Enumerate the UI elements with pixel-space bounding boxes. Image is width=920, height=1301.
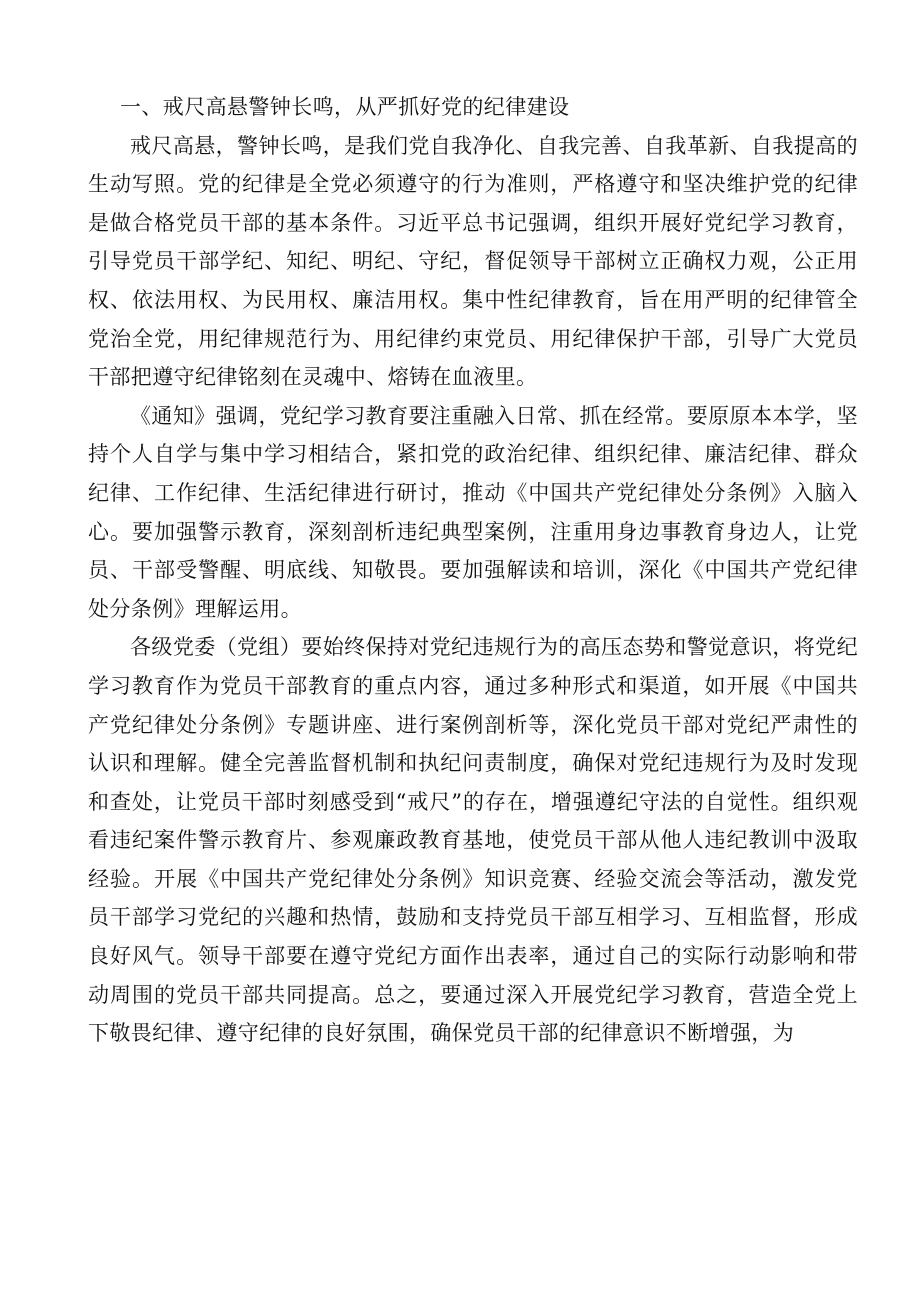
paragraph-3: 各级党委（党组）要始终保持对党纪违规行为的高压态势和警觉意识，将党纪学习教育作为党员干部教育的重点内容，通过多种形式和渠道，如开展《中国共产党纪律处分条例》专题讲座、进行案例剖析等，深化党员干部对党纪严肃性的认识和理解。健全完善监督机制和执纪问责制度，确保对党纪违规行为及时发现和查处，让党员干部时刻感受到“戒尺”的存在，增强遵纪守法的自觉性。组织观看违纪案件警示教育片、参观廉政教育基地，使党员干部从他人违纪教训中汲取经验。开展《中国共产党纪律处分条例》知识竞赛、经验交流会等活动，激发党员干部学习党纪的兴趣和热情，鼓励和支持党员干部互相学习、互相监督，形成良好风气。领导干部要在遵守党纪方面作出表率，通过自己的实际行动影响和带动周围的党员干部共同提高。总之，要通过深入开展党纪学习教育，营造全党上下敬畏纪律、遵守纪律的良好氛围，确保党员干部的纪律意识不断增强，为 <box>88 635 858 1046</box>
section-heading: 一、戒尺高悬警钟长鸣，从严抓好党的纪律建设 <box>120 95 570 119</box>
paragraph-1: 戒尺高悬，警钟长鸣，是我们党自我净化、自我完善、自我革新、自我提高的生动写照。党的纪律是全党必须遵守的行为准则，严格遵守和坚决维护党的纪律是做合格党员干部的基本条件。习近平总书记强调，组织开展好党纪学习教育，引导党员干部学纪、知纪、明纪、守纪，督促领导干部树立正确权力观，公正用权、依法用权、为民用权、廉洁用权。集中性纪律教育，旨在用严明的纪律管全党治全党，用纪律规范行为、用纪律约束党员、用纪律保护干部，引导广大党员干部把遵守纪律铭刻在灵魂中、熔铸在血液里。 <box>88 133 858 390</box>
paragraph-2: 《通知》强调，党纪学习教育要注重融入日常、抓在经常。要原原本本学，坚持个人自学与集中学习相结合，紧扣党的政治纪律、组织纪律、廉洁纪律、群众纪律、工作纪律、生活纪律进行研讨，推动《中国共产党纪律处分条例》入脑入心。要加强警示教育，深刻剖析违纪典型案例，注重用身边事教育身边人，让党员、干部受警醒、明底线、知敬畏。要加强解读和培训，深化《中国共产党纪律处分条例》理解运用。 <box>88 403 858 621</box>
document-body <box>88 88 858 1053</box>
